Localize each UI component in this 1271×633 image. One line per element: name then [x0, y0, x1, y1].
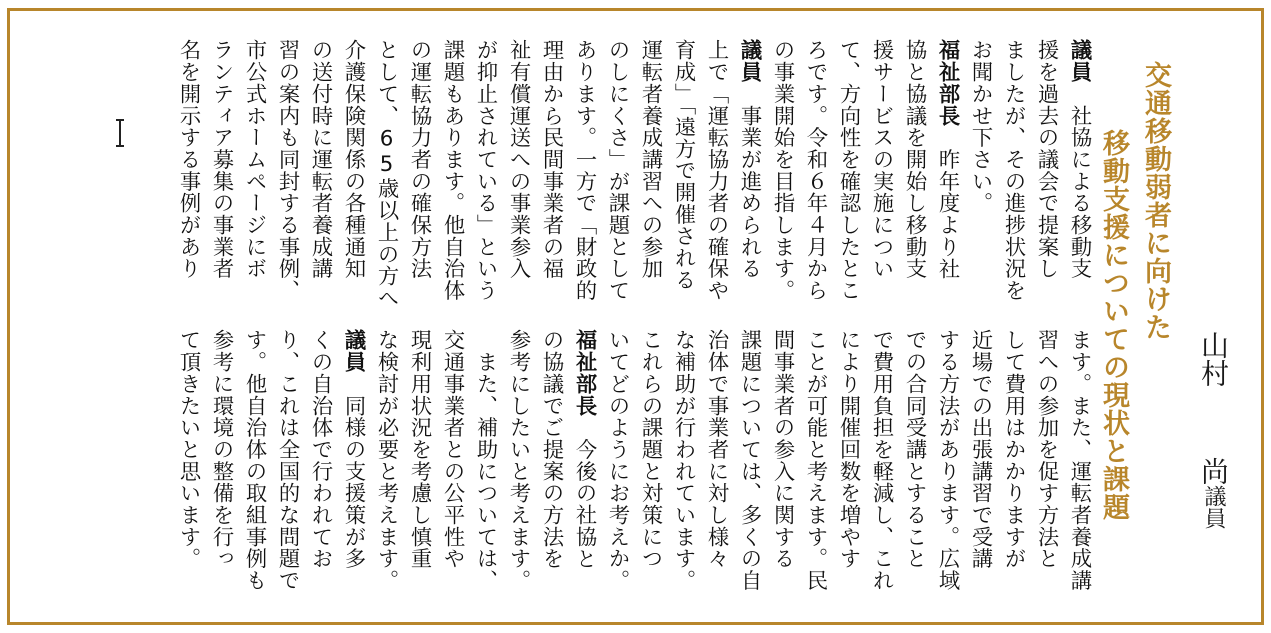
- text-run: 社協による移動支: [1067, 82, 1092, 280]
- text-run: 近場での出張講習で受講: [968, 329, 993, 570]
- text-run: する方法があります。広域: [935, 329, 960, 592]
- text-line: [799, 39, 832, 311]
- text-line: [700, 39, 733, 311]
- author-name-given: 尚: [1197, 457, 1230, 485]
- speaker-label: 議員: [737, 39, 762, 83]
- text-run: これらの課題と対策につ: [638, 329, 663, 570]
- text-line: [832, 329, 865, 601]
- author-byline: [1198, 331, 1228, 529]
- speaker-label: 福祉部長: [935, 39, 960, 127]
- text-line: [799, 329, 832, 601]
- text-line: [436, 329, 469, 601]
- text-run: ことが可能と考えます。民: [803, 329, 828, 592]
- text-line: [634, 329, 667, 601]
- text-line: [865, 39, 898, 311]
- text-line: [370, 329, 403, 601]
- text-run: て頂きたいと思います。: [176, 329, 201, 570]
- text-run: のしにくさ」が課題として: [605, 39, 630, 302]
- text-line: [172, 329, 205, 601]
- text-run: の事業開始を目指します。: [770, 39, 795, 302]
- text-run: ましたが、その進捗状況を: [1001, 39, 1026, 302]
- author-suffix: 議員: [1201, 485, 1226, 529]
- text-run: な検討が必要と考えます。: [374, 329, 399, 592]
- text-line: [964, 329, 997, 601]
- text-run: くの自治体で行われてお: [308, 329, 333, 570]
- text-line: [766, 39, 799, 311]
- text-line: [370, 39, 403, 311]
- text-run: での合同受講とすること: [902, 329, 927, 570]
- text-line: [205, 39, 238, 311]
- text-run: 治体で事業者に対し様々: [704, 329, 729, 570]
- article-title-line1: 交通移動弱者に向けた: [1140, 61, 1171, 341]
- text-run: て、方向性を確認したとこ: [836, 39, 861, 302]
- text-line: [403, 329, 436, 601]
- text-run: 交通事業者との公平性や: [440, 329, 465, 570]
- text-line: [271, 329, 304, 601]
- text-line: [700, 329, 733, 601]
- text-line: [931, 329, 964, 601]
- text-run: ます。また、運転者養成講: [1067, 329, 1092, 592]
- text-run: 参考にしたいと考えます。: [506, 329, 531, 592]
- text-cursor-icon: [110, 118, 130, 148]
- text-line: [766, 329, 799, 601]
- text-line: [601, 329, 634, 601]
- text-run: 課題もあります。他自治体: [440, 39, 465, 302]
- text-line: [172, 39, 205, 311]
- text-run: 間事業者の参入に関する: [770, 329, 795, 570]
- text-run: の送付時に運転者養成講: [308, 39, 333, 280]
- text-run: 祉有償運送への事業参入: [506, 39, 531, 280]
- text-run: ランティア募集の事業者: [209, 39, 234, 280]
- article-title-line2: 移動支援についての現状と課題: [1098, 129, 1129, 521]
- text-line: [535, 329, 568, 601]
- text-run: ろです。令和６年４月から: [803, 39, 828, 302]
- text-run: 名を開示する事例があり: [176, 39, 201, 280]
- text-line: [238, 329, 271, 601]
- text-run: な補助が行われています。: [671, 329, 696, 592]
- text-run: あります。一方で「財政的: [572, 39, 597, 302]
- speaker-label: 議員: [1067, 39, 1092, 83]
- text-run: 育成」「遠方で開催される: [671, 39, 696, 291]
- text-run: また、補助については、: [473, 329, 498, 592]
- speaker-label: 福祉部長: [572, 329, 597, 417]
- text-line: [1063, 329, 1096, 601]
- text-run: す。他自治体の取組事例も: [242, 329, 267, 592]
- text-run: が抑止されている」という: [473, 39, 498, 302]
- text-run: 事業が進められる: [737, 82, 762, 280]
- text-line: [1030, 39, 1063, 311]
- text-line: [997, 329, 1030, 601]
- text-line: [535, 39, 568, 311]
- text-line: [337, 39, 370, 311]
- text-run: 昨年度より社: [935, 126, 960, 280]
- text-run: として、65歳以上の方へ: [374, 39, 399, 309]
- text-line: [502, 39, 535, 311]
- text-run: 援を過去の議会で提案し: [1034, 39, 1059, 280]
- speaker-label: 議員: [341, 329, 366, 373]
- text-line: [238, 39, 271, 311]
- text-line: [1063, 39, 1096, 311]
- text-run: り、これは全国的な問題で: [275, 329, 300, 592]
- text-line: [832, 39, 865, 311]
- text-run: で費用負担を軽減し、これ: [869, 329, 894, 592]
- text-run: 援サービスの実施につい: [869, 39, 894, 280]
- text-run: 同様の支援策が多: [341, 372, 366, 570]
- text-run: 習の案内も同封する事例、: [275, 39, 300, 302]
- text-run: 今後の社協と: [572, 416, 597, 570]
- text-line: [601, 39, 634, 311]
- text-line: [304, 39, 337, 311]
- text-run: 市公式ホームページにボ: [242, 39, 267, 280]
- text-run: 参考に環境の整備を行っ: [209, 329, 234, 570]
- text-line: [667, 329, 700, 601]
- text-line: [898, 39, 931, 311]
- text-line: [1030, 329, 1063, 601]
- text-line: [337, 329, 370, 601]
- text-line: [436, 39, 469, 311]
- body-text-upper: [46, 39, 1096, 311]
- text-line: [997, 39, 1030, 311]
- text-line: [304, 329, 337, 601]
- text-line: [733, 39, 766, 311]
- text-run: いてどのようにお考えか。: [605, 329, 630, 592]
- text-run: 介護保険関係の各種通知: [341, 39, 366, 280]
- text-line: [502, 329, 535, 601]
- text-run: 理由から民間事業者の福: [539, 39, 564, 280]
- text-run: 現利用状況を考慮し慎重: [407, 329, 432, 570]
- body-text-lower: [46, 329, 1096, 601]
- text-line: [469, 39, 502, 311]
- text-line: [733, 329, 766, 601]
- text-run: して費用はかかりますが: [1001, 329, 1026, 570]
- text-line: [964, 39, 997, 311]
- text-line: [469, 329, 502, 601]
- text-line: [634, 39, 667, 311]
- text-run: 上で「運転協力者の確保や: [704, 39, 729, 302]
- text-run: 運転者養成講習への参加: [638, 39, 663, 280]
- text-run: の運転協力者の確保方法: [407, 39, 432, 280]
- text-line: [568, 329, 601, 601]
- text-line: [898, 329, 931, 601]
- text-line: [205, 329, 238, 601]
- text-run: 協と協議を開始し移動支: [902, 39, 927, 280]
- text-run: により開催回数を増やす: [836, 329, 861, 570]
- author-name-family: 山村: [1197, 331, 1230, 387]
- text-line: [931, 39, 964, 311]
- text-line: [403, 39, 436, 311]
- text-line: [865, 329, 898, 601]
- text-run: の協議でご提案の方法を: [539, 329, 564, 570]
- article-frame: [7, 8, 1264, 625]
- text-run: 習への参加を促す方法と: [1034, 329, 1059, 570]
- text-run: お聞かせ下さい。: [968, 39, 993, 214]
- text-line: [667, 39, 700, 311]
- text-run: 課題については、多くの自: [737, 329, 762, 592]
- text-line: [568, 39, 601, 311]
- text-line: [271, 39, 304, 311]
